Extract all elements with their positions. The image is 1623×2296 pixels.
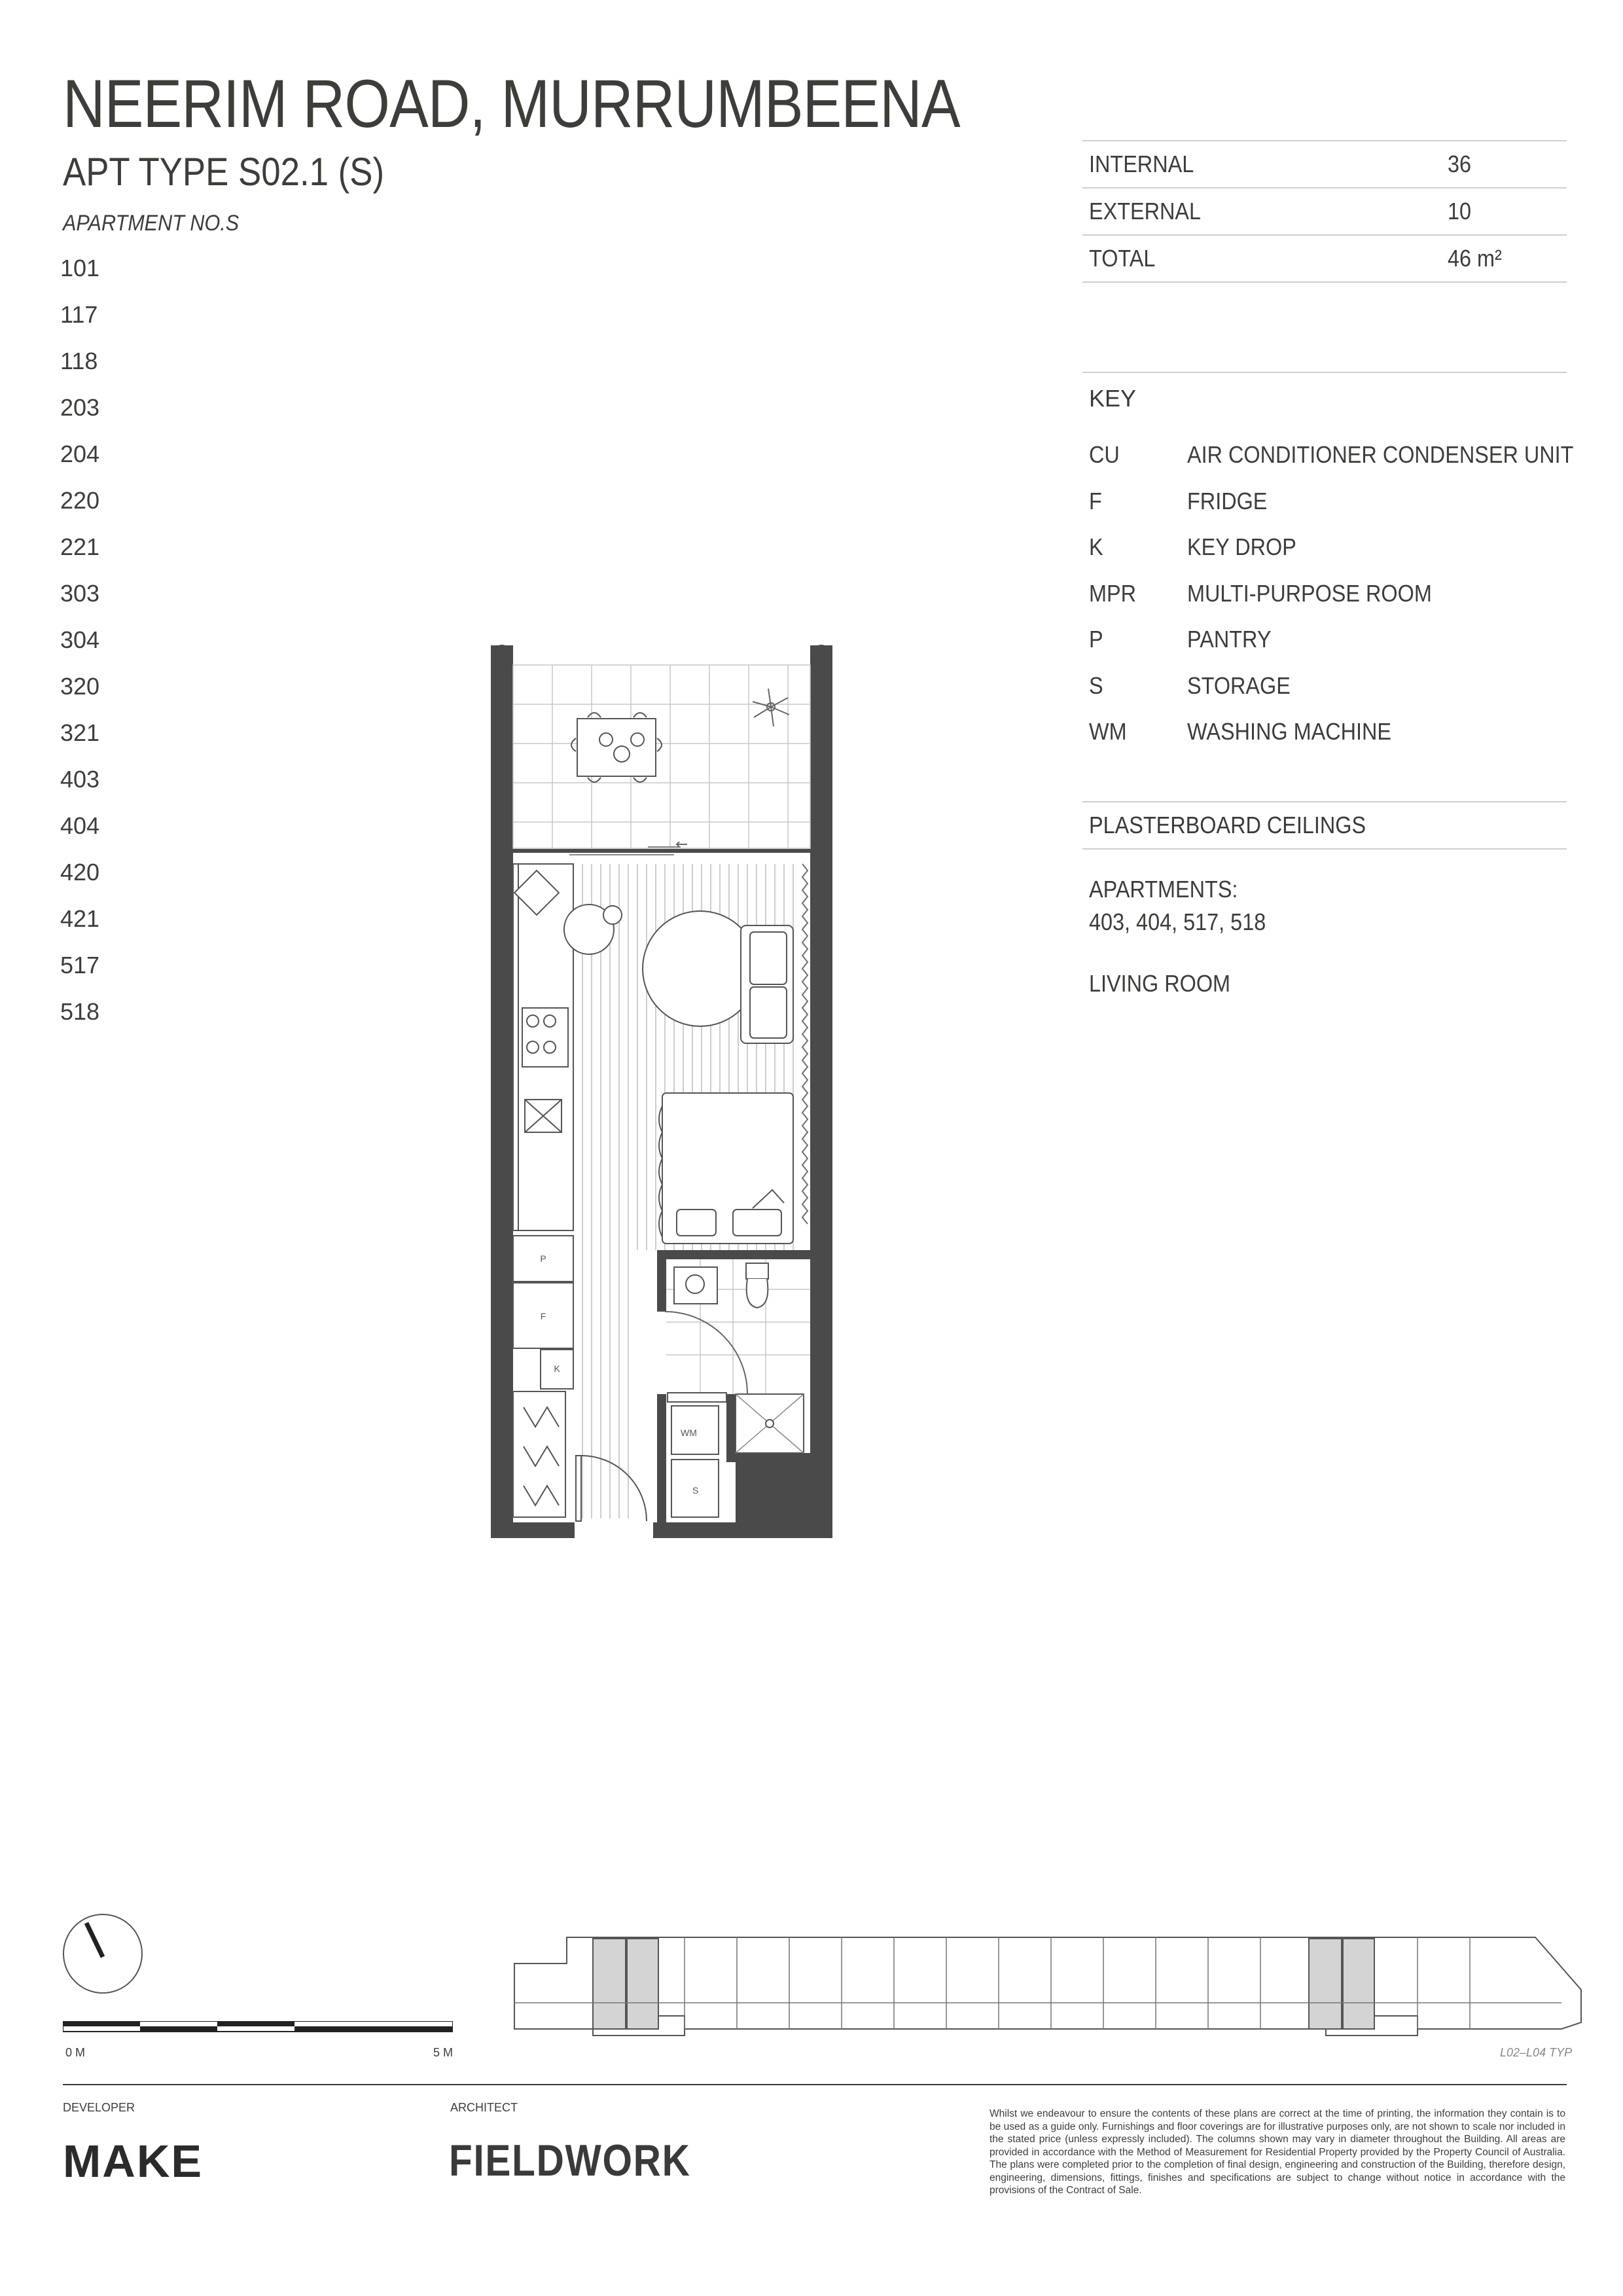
kitchen-bench [513,864,573,1230]
key-code: F [1089,487,1102,514]
apartment-type: APT TYPE S02.1 (S) [63,150,385,194]
storage-label: S [692,1485,699,1496]
ceilings-heading-label: PLASTERBOARD CEILINGS [1089,812,1366,838]
key-desc: STORAGE [1187,672,1291,699]
key-heading-label: KEY [1089,385,1137,412]
key-heading [1082,372,1567,424]
apartment-number: 117 [60,301,98,328]
balcony-tiles [513,665,810,848]
feature-wall [802,864,808,1224]
architect-label: ARCHITECT [450,2101,518,2114]
ceilings-apartments-list: 403, 404, 517, 518 [1089,908,1266,935]
area-label: EXTERNAL [1089,198,1202,224]
developer-logo: MAKE [63,2136,204,2187]
disclaimer-text: Whilst we endeavour to ensure the contents of these plans are correct at the time of printing, the information they contain is to be used as a guide only. Furnishings and floor coverings are for illustrative purposes only, are not shown to scale nor included in the stated price (unless expressly included). The columns shown may vary in diameter throughout the Building. All areas are provided in accordance with the Method of Measurement for Residential Property provided by the Property Council of Australia. The plans were completed prior to the completion of final design, engineering and construction of the Building, therefore design, engineering, dimensions, fittings, finishes and specifications are subject to change without notice in accordance with the provisions of the Contract of Sale. [990,2108,1565,2196]
apartment-number: 420 [60,859,100,886]
key-code: MPR [1089,579,1136,607]
apartment-number: 303 [60,580,100,607]
area-value: 36 [1448,151,1472,177]
apartment-number: 404 [60,812,100,839]
key-item [1082,524,1567,571]
plant-icon [753,689,789,726]
area-row-internal [1082,141,1567,188]
ceilings-apartments-label: APARTMENTS: [1089,876,1238,903]
key-item [1082,432,1574,478]
apartment-number: 204 [60,440,100,467]
key-desc: MULTI-PURPOSE ROOM [1187,579,1432,607]
key-item [1082,663,1567,709]
footer-divider [63,2084,1567,2085]
apartment-number: 118 [60,348,98,374]
key-desc: AIR CONDITIONER CONDENSER UNIT [1187,441,1574,468]
apartment-number: 321 [60,719,100,746]
wall-left [491,853,513,1538]
unit-highlight [593,1939,626,2029]
area-value: 10 [1448,198,1472,224]
key-code: S [1089,672,1103,699]
key-desc: FRIDGE [1187,487,1268,514]
area-label: TOTAL [1089,245,1156,272]
area-value: 46 m² [1448,245,1502,272]
area-table [1082,140,1567,283]
key-plan [488,1911,1588,2049]
north-point-icon [60,1911,145,1996]
key-desc: WASHING MACHINE [1187,718,1392,745]
unit-highlight [1309,1939,1342,2029]
apartment-number: 517 [60,952,100,978]
washing-machine-label: WM [681,1427,697,1438]
unit-highlight [627,1939,658,2029]
balcony-dining-set [571,713,662,782]
pantry-label: P [540,1253,546,1264]
apartment-number: 220 [60,487,100,514]
floor-plan [484,641,838,1545]
fridge-label: F [540,1311,546,1321]
key-drop-label: K [554,1363,560,1374]
key-code: WM [1089,718,1127,745]
ceilings-room: LIVING ROOM [1089,970,1231,997]
entry-door [576,1456,647,1521]
apartment-number: 221 [60,533,100,560]
scale-end-label: 5 M [433,2046,454,2059]
scale-start-label: 0 M [65,2046,86,2059]
key-code: K [1089,533,1103,560]
apartment-number: 304 [60,626,100,653]
key-code: CU [1089,441,1120,468]
key-desc: PANTRY [1187,626,1272,653]
apartment-number: 518 [60,998,100,1025]
key-list [1082,432,1574,755]
area-row-external [1082,188,1567,236]
architect-logo: FIELDWORK [449,2136,691,2185]
area-row-total [1082,236,1567,283]
key-desc: KEY DROP [1187,533,1296,560]
wall-right [810,853,832,1538]
key-item [1082,617,1567,663]
living-furniture [564,905,793,1043]
key-item [1082,571,1567,617]
apartment-numbers-label: APARTMENT NO.S [63,211,240,236]
apartment-number-list [60,255,99,1045]
apartment-number: 101 [60,255,100,281]
key-item [1082,478,1567,525]
ceilings-heading [1082,801,1567,850]
area-label: INTERNAL [1089,151,1194,177]
unit-highlight [1343,1939,1374,2029]
keyplan-caption: L02–L04 TYP [1500,2046,1573,2059]
apartment-number: 320 [60,673,100,700]
apartment-number: 403 [60,766,100,793]
balcony-wall-right [810,645,832,855]
bed [659,1093,793,1244]
page-title: NEERIM ROAD, MURRUMBEENA [63,66,960,142]
balcony-wall-left [491,645,513,855]
key-item [1082,709,1567,755]
apartment-number: 203 [60,394,100,421]
developer-label: DEVELOPER [63,2101,135,2114]
apartment-number: 421 [60,905,100,932]
key-code: P [1089,626,1103,653]
scale-bar [63,2021,453,2033]
